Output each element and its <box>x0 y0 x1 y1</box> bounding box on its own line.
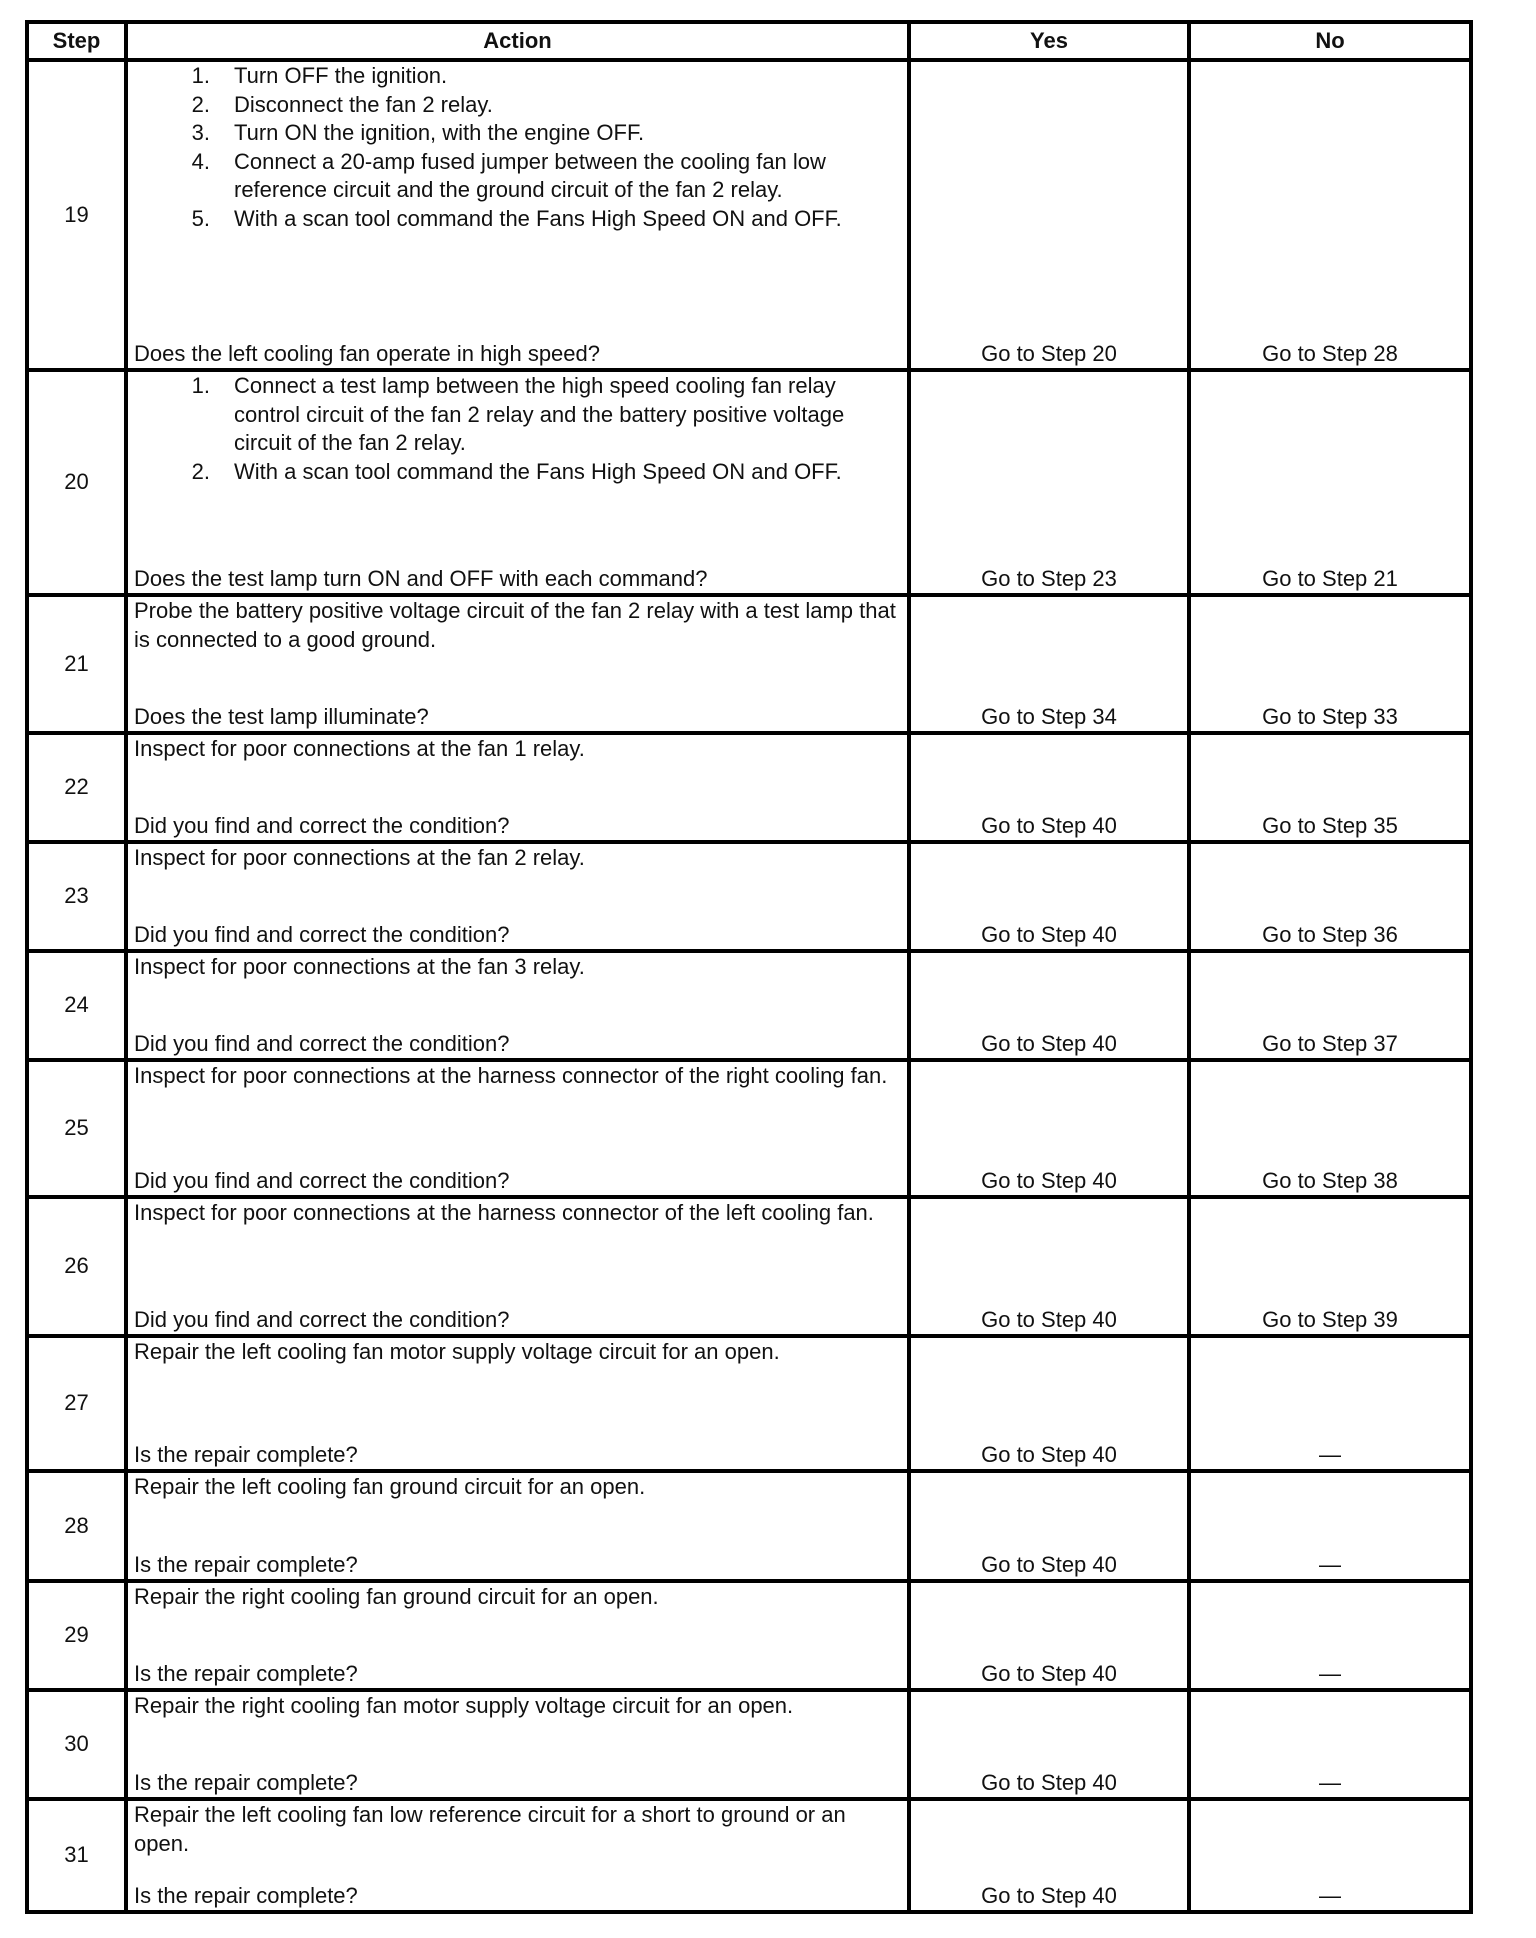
table-row <box>27 842 1471 951</box>
action-cell <box>126 60 909 370</box>
step-number: 25 <box>27 1060 126 1197</box>
no-result: Go to Step 38 <box>1189 1060 1471 1197</box>
step-number: 22 <box>27 733 126 842</box>
action-content <box>134 1062 903 1195</box>
action-step <box>134 91 903 120</box>
step-number: 19 <box>27 60 126 370</box>
no-result: Go to Step 35 <box>1189 733 1471 842</box>
table-row <box>27 1799 1471 1912</box>
action-step <box>134 458 903 487</box>
yes-result: Go to Step 40 <box>909 951 1189 1060</box>
action-text: Repair the right cooling fan motor supply voltage circuit for an open. <box>134 1693 794 1718</box>
action-step-text: With a scan tool command the Fans High Speed ON and OFF. <box>234 205 842 231</box>
no-result: Go to Step 21 <box>1189 370 1471 595</box>
header-action: Action <box>126 22 909 60</box>
header-no: No <box>1189 22 1471 60</box>
table-row <box>27 60 1471 370</box>
action-content <box>134 372 903 593</box>
action-content <box>134 1338 903 1469</box>
yes-result: Go to Step 40 <box>909 842 1189 951</box>
action-cell <box>126 1197 909 1336</box>
action-step-number: 5. <box>191 205 210 231</box>
action-cell <box>126 1336 909 1471</box>
action-question: Does the test lamp illuminate? <box>134 703 429 729</box>
action-content <box>134 62 903 368</box>
action-content <box>134 1583 903 1688</box>
action-step-text: Turn ON the ignition, with the engine OFF. <box>234 120 645 145</box>
step-number: 21 <box>27 595 126 733</box>
action-question: Did you find and correct the condition? <box>134 812 510 838</box>
action-steps-list <box>134 372 903 486</box>
action-step <box>134 62 903 91</box>
action-step-text: Turn OFF the ignition. <box>234 63 448 88</box>
action-question: Is the repair complete? <box>134 1882 358 1908</box>
header-yes: Yes <box>909 22 1189 60</box>
action-cell <box>126 951 909 1060</box>
action-step-number: 1. <box>191 63 210 88</box>
action-step-text: With a scan tool command the Fans High Speed ON and OFF. <box>234 458 842 484</box>
no-result: — <box>1189 1336 1471 1471</box>
table-row <box>27 370 1471 595</box>
no-result: Go to Step 37 <box>1189 951 1471 1060</box>
yes-result: Go to Step 23 <box>909 370 1189 595</box>
action-cell <box>126 1581 909 1690</box>
no-result: — <box>1189 1581 1471 1690</box>
step-number: 29 <box>27 1581 126 1690</box>
action-text: Inspect for poor connections at the harness connector of the left cooling fan. <box>134 1200 874 1225</box>
action-question: Did you find and correct the condition? <box>134 1030 510 1056</box>
action-question: Is the repair complete? <box>134 1660 358 1686</box>
diagnostic-table <box>25 20 1473 1914</box>
table-row <box>27 595 1471 733</box>
table-row <box>27 1197 1471 1336</box>
action-step-number: 3. <box>191 120 210 145</box>
no-result: Go to Step 36 <box>1189 842 1471 951</box>
yes-result: Go to Step 34 <box>909 595 1189 733</box>
no-result: Go to Step 39 <box>1189 1197 1471 1336</box>
action-content <box>134 953 903 1058</box>
yes-result: Go to Step 20 <box>909 60 1189 370</box>
action-content <box>134 597 903 731</box>
header-row <box>27 22 1471 60</box>
action-cell <box>126 1690 909 1799</box>
action-step-text: Connect a 20-amp fused jumper between the cooling fan low reference circuit and the ground circuit of the fan 2 relay. <box>234 148 826 202</box>
action-cell <box>126 595 909 733</box>
yes-result: Go to Step 40 <box>909 1799 1189 1912</box>
action-step <box>134 119 903 148</box>
action-content <box>134 1473 903 1579</box>
action-text: Repair the left cooling fan ground circuit for an open. <box>134 1474 646 1499</box>
action-question: Did you find and correct the condition? <box>134 1167 510 1193</box>
table-row <box>27 733 1471 842</box>
action-cell <box>126 1060 909 1197</box>
action-step-number: 4. <box>191 148 210 174</box>
action-content <box>134 735 903 840</box>
step-number: 27 <box>27 1336 126 1471</box>
action-question: Did you find and correct the condition? <box>134 1306 510 1332</box>
action-cell <box>126 1799 909 1912</box>
no-result: Go to Step 33 <box>1189 595 1471 733</box>
action-step-text: Disconnect the fan 2 relay. <box>234 91 493 117</box>
header-step: Step <box>27 22 126 60</box>
action-text: Inspect for poor connections at the fan 2 relay. <box>134 845 585 870</box>
action-question: Did you find and correct the condition? <box>134 921 510 947</box>
table-row <box>27 1690 1471 1799</box>
action-cell <box>126 1471 909 1581</box>
action-step <box>134 205 903 234</box>
action-content <box>134 844 903 949</box>
action-text: Inspect for poor connections at the fan 3 relay. <box>134 954 585 979</box>
no-result: Go to Step 28 <box>1189 60 1471 370</box>
yes-result: Go to Step 40 <box>909 1336 1189 1471</box>
action-question: Is the repair complete? <box>134 1769 358 1795</box>
action-step <box>134 148 903 205</box>
action-question: Does the test lamp turn ON and OFF with each command? <box>134 565 708 591</box>
action-content <box>134 1199 903 1334</box>
yes-result: Go to Step 40 <box>909 1690 1189 1799</box>
action-text: Inspect for poor connections at the fan 1 relay. <box>134 736 585 761</box>
action-question: Is the repair complete? <box>134 1441 358 1467</box>
action-text: Repair the left cooling fan low reference circuit for a short to ground or an open. <box>134 1802 846 1856</box>
action-text: Repair the right cooling fan ground circuit for an open. <box>134 1584 659 1609</box>
table-row <box>27 1581 1471 1690</box>
action-steps-list <box>134 62 903 233</box>
yes-result: Go to Step 40 <box>909 1471 1189 1581</box>
yes-result: Go to Step 40 <box>909 733 1189 842</box>
action-step <box>134 372 903 458</box>
action-content <box>134 1801 903 1910</box>
no-result: — <box>1189 1690 1471 1799</box>
action-cell <box>126 842 909 951</box>
action-content <box>134 1692 903 1797</box>
action-text: Inspect for poor connections at the harness connector of the right cooling fan. <box>134 1063 888 1088</box>
action-text: Probe the battery positive voltage circuit of the fan 2 relay with a test lamp that is connected to a good ground. <box>134 598 896 652</box>
step-number: 30 <box>27 1690 126 1799</box>
step-number: 24 <box>27 951 126 1060</box>
table-row <box>27 1336 1471 1471</box>
yes-result: Go to Step 40 <box>909 1197 1189 1336</box>
table-row <box>27 1060 1471 1197</box>
table-row <box>27 1471 1471 1581</box>
step-number: 26 <box>27 1197 126 1336</box>
step-number: 20 <box>27 370 126 595</box>
table-row <box>27 951 1471 1060</box>
yes-result: Go to Step 40 <box>909 1060 1189 1197</box>
no-result: — <box>1189 1471 1471 1581</box>
action-step-number: 1. <box>191 373 210 398</box>
action-question: Does the left cooling fan operate in high speed? <box>134 340 600 366</box>
action-text: Repair the left cooling fan motor supply voltage circuit for an open. <box>134 1339 780 1364</box>
yes-result: Go to Step 40 <box>909 1581 1189 1690</box>
step-number: 23 <box>27 842 126 951</box>
action-question: Is the repair complete? <box>134 1551 358 1577</box>
action-cell <box>126 733 909 842</box>
step-number: 31 <box>27 1799 126 1912</box>
action-cell <box>126 370 909 595</box>
no-result: — <box>1189 1799 1471 1912</box>
action-step-number: 2. <box>191 91 210 117</box>
action-step-text: Connect a test lamp between the high speed cooling fan relay control circuit of the fan 2 relay and the battery positive voltage circuit of the fan 2 relay. <box>234 373 845 455</box>
action-step-number: 2. <box>191 458 210 484</box>
step-number: 28 <box>27 1471 126 1581</box>
